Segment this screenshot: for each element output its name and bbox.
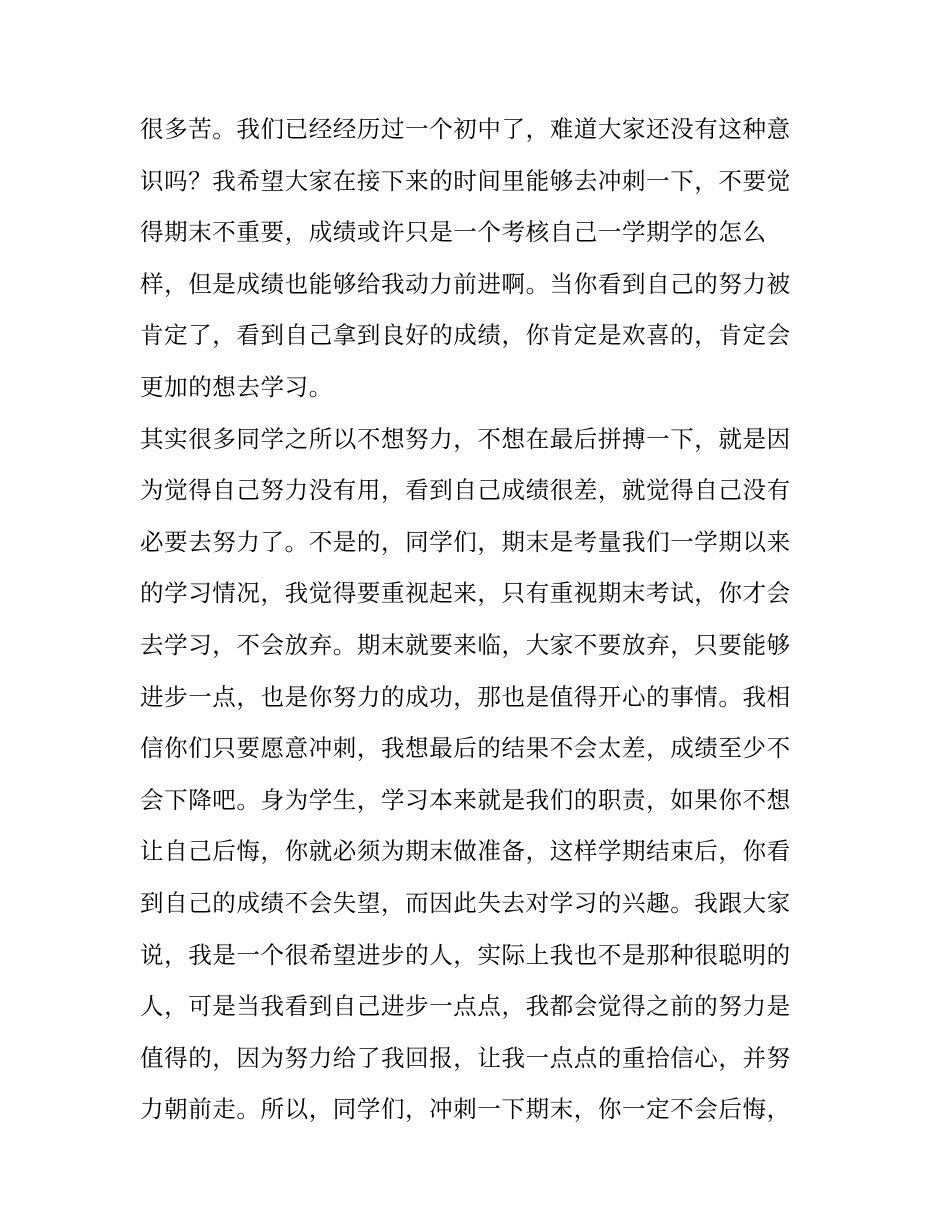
text-line-6: 更加的想去学习。 — [140, 372, 333, 401]
text-line-3: 得期末不重要，成绩或许只是一个考核自己一学期学的怎么 — [140, 218, 767, 247]
text-line-2: 识吗？我希望大家在接下来的时间里能够去冲刺一下，不要觉 — [140, 166, 791, 195]
text-line-15: 让自己后悔，你就必须为期末做准备，这样学期结束后，你看 — [140, 837, 791, 866]
text-line-7: 其实很多同学之所以不想努力，不想在最后拼搏一下，就是因 — [140, 424, 791, 453]
text-line-11: 去学习，不会放弃。期末就要来临，大家不要放弃，只要能够 — [140, 630, 791, 659]
text-line-9: 必要去努力了。不是的，同学们，期末是考量我们一学期以来 — [140, 527, 791, 556]
text-line-13: 信你们只要愿意冲刺，我想最后的结果不会太差，成绩至少不 — [140, 734, 791, 763]
text-line-8: 为觉得自己努力没有用，看到自己成绩很差，就觉得自己没有 — [140, 476, 791, 505]
text-line-10: 的学习情况，我觉得要重视起来，只有重视期末考试，你才会 — [140, 579, 791, 608]
text-line-20: 力朝前走。所以，同学们，冲刺一下期末，你一定不会后悔， — [140, 1095, 791, 1124]
body-text — [140, 104, 820, 1136]
text-line-4: 样，但是成绩也能够给我动力前进啊。当你看到自己的努力被 — [140, 269, 791, 298]
text-line-5: 肯定了，看到自己拿到良好的成绩，你肯定是欢喜的，肯定会 — [140, 321, 791, 350]
text-line-16: 到自己的成绩不会失望，而因此失去对学习的兴趣。我跟大家 — [140, 888, 791, 917]
text-line-19: 值得的，因为努力给了我回报，让我一点点的重拾信心，并努 — [140, 1043, 791, 1072]
text-line-18: 人，可是当我看到自己进步一点点，我都会觉得之前的努力是 — [140, 992, 791, 1021]
text-line-1: 很多苦。我们已经经历过一个初中了，难道大家还没有这种意 — [140, 115, 791, 143]
text-line-12: 进步一点，也是你努力的成功，那也是值得开心的事情。我相 — [140, 682, 791, 711]
text-line-14: 会下降吧。身为学生，学习本来就是我们的职责，如果你不想 — [140, 785, 791, 814]
text-line-17: 说，我是一个很希望进步的人，实际上我也不是那种很聪明的 — [140, 940, 791, 969]
